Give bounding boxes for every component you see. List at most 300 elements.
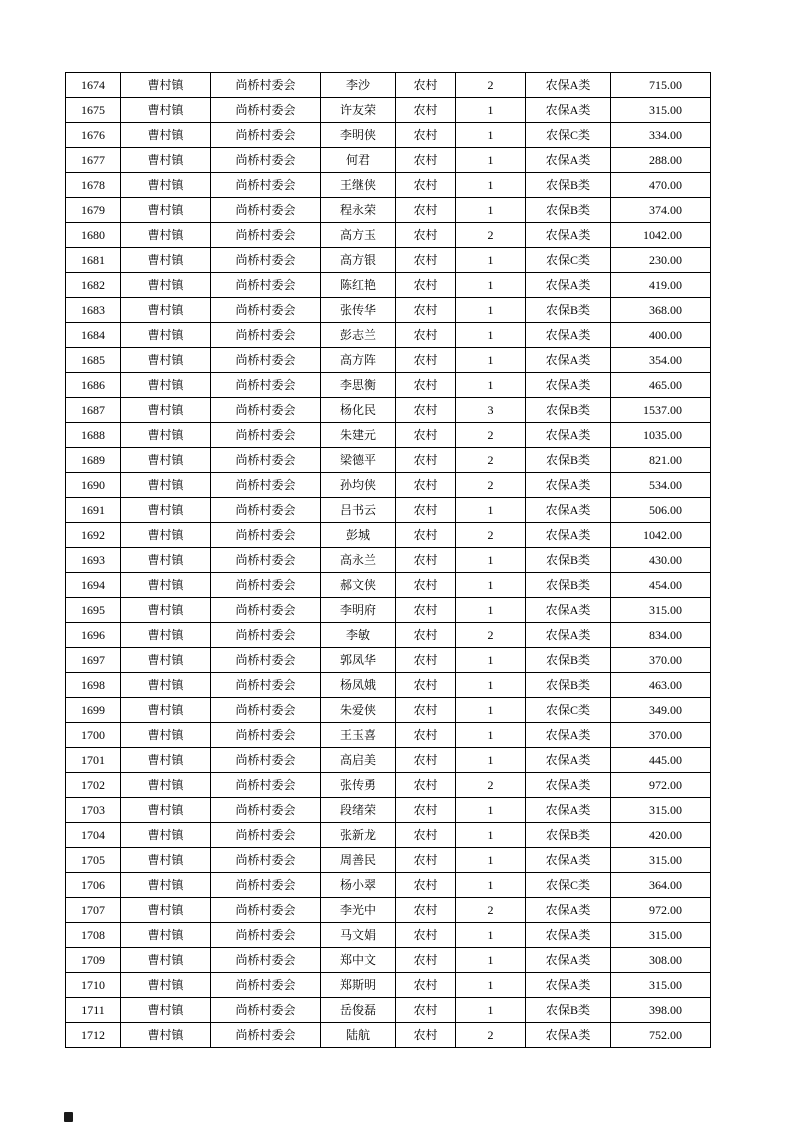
cell-amount: 364.00 (611, 873, 711, 898)
cell-insurance-category: 农保A类 (526, 473, 611, 498)
cell-town: 曹村镇 (121, 848, 211, 873)
cell-row-id: 1701 (66, 748, 121, 773)
cell-town: 曹村镇 (121, 723, 211, 748)
table-row (66, 423, 711, 448)
table-row (66, 973, 711, 998)
cell-village: 尚桥村委会 (211, 698, 321, 723)
cell-amount: 308.00 (611, 948, 711, 973)
cell-village: 尚桥村委会 (211, 973, 321, 998)
cell-residence-type: 农村 (396, 848, 456, 873)
cell-town: 曹村镇 (121, 598, 211, 623)
cell-amount: 400.00 (611, 323, 711, 348)
cell-person-count: 2 (456, 1023, 526, 1048)
cell-village: 尚桥村委会 (211, 148, 321, 173)
document-page (65, 72, 711, 1048)
cell-person-name: 程永荣 (321, 198, 396, 223)
cell-residence-type: 农村 (396, 198, 456, 223)
cell-amount: 315.00 (611, 598, 711, 623)
cell-person-name: 朱建元 (321, 423, 396, 448)
cell-amount: 420.00 (611, 823, 711, 848)
cell-insurance-category: 农保A类 (526, 798, 611, 823)
cell-residence-type: 农村 (396, 448, 456, 473)
cell-town: 曹村镇 (121, 898, 211, 923)
cell-person-name: 段绪荣 (321, 798, 396, 823)
cell-residence-type: 农村 (396, 823, 456, 848)
cell-town: 曹村镇 (121, 448, 211, 473)
cell-residence-type: 农村 (396, 898, 456, 923)
cell-amount: 315.00 (611, 923, 711, 948)
cell-residence-type: 农村 (396, 248, 456, 273)
cell-amount: 534.00 (611, 473, 711, 498)
cell-person-count: 3 (456, 398, 526, 423)
cell-residence-type: 农村 (396, 573, 456, 598)
cell-town: 曹村镇 (121, 823, 211, 848)
cell-row-id: 1693 (66, 548, 121, 573)
cell-row-id: 1703 (66, 798, 121, 823)
cell-person-count: 1 (456, 798, 526, 823)
cell-person-count: 2 (456, 223, 526, 248)
cell-town: 曹村镇 (121, 423, 211, 448)
cell-village: 尚桥村委会 (211, 548, 321, 573)
cell-residence-type: 农村 (396, 98, 456, 123)
cell-row-id: 1681 (66, 248, 121, 273)
cell-person-count: 1 (456, 123, 526, 148)
cell-residence-type: 农村 (396, 598, 456, 623)
table-row (66, 573, 711, 598)
cell-row-id: 1698 (66, 673, 121, 698)
cell-person-name: 许友荣 (321, 98, 396, 123)
cell-row-id: 1696 (66, 623, 121, 648)
cell-residence-type: 农村 (396, 173, 456, 198)
cell-person-count: 2 (456, 898, 526, 923)
cell-row-id: 1690 (66, 473, 121, 498)
cell-row-id: 1709 (66, 948, 121, 973)
cell-amount: 454.00 (611, 573, 711, 598)
cell-insurance-category: 农保C类 (526, 123, 611, 148)
cell-amount: 315.00 (611, 848, 711, 873)
cell-village: 尚桥村委会 (211, 298, 321, 323)
cell-amount: 315.00 (611, 98, 711, 123)
cell-person-count: 2 (456, 473, 526, 498)
cell-person-count: 1 (456, 748, 526, 773)
cell-row-id: 1680 (66, 223, 121, 248)
cell-amount: 374.00 (611, 198, 711, 223)
cell-amount: 419.00 (611, 273, 711, 298)
cell-insurance-category: 农保A类 (526, 273, 611, 298)
cell-town: 曹村镇 (121, 648, 211, 673)
table-row (66, 273, 711, 298)
cell-person-count: 1 (456, 373, 526, 398)
cell-row-id: 1711 (66, 998, 121, 1023)
cell-person-name: 张传华 (321, 298, 396, 323)
cell-person-count: 1 (456, 548, 526, 573)
cell-person-count: 1 (456, 698, 526, 723)
cell-town: 曹村镇 (121, 123, 211, 148)
cell-village: 尚桥村委会 (211, 823, 321, 848)
cell-residence-type: 农村 (396, 298, 456, 323)
cell-town: 曹村镇 (121, 948, 211, 973)
cell-person-name: 李思衡 (321, 373, 396, 398)
cell-person-name: 孙均侠 (321, 473, 396, 498)
cell-residence-type: 农村 (396, 348, 456, 373)
cell-row-id: 1675 (66, 98, 121, 123)
cell-insurance-category: 农保B类 (526, 448, 611, 473)
cell-residence-type: 农村 (396, 948, 456, 973)
cell-insurance-category: 农保A类 (526, 348, 611, 373)
cell-residence-type: 农村 (396, 548, 456, 573)
cell-person-name: 郝文侠 (321, 573, 396, 598)
table-row (66, 923, 711, 948)
cell-insurance-category: 农保A类 (526, 923, 611, 948)
cell-village: 尚桥村委会 (211, 998, 321, 1023)
cell-village: 尚桥村委会 (211, 873, 321, 898)
cell-row-id: 1700 (66, 723, 121, 748)
cell-row-id: 1677 (66, 148, 121, 173)
cell-person-count: 1 (456, 148, 526, 173)
cell-person-count: 1 (456, 823, 526, 848)
table-row (66, 323, 711, 348)
cell-amount: 315.00 (611, 973, 711, 998)
cell-person-name: 张传勇 (321, 773, 396, 798)
cell-person-name: 高方玉 (321, 223, 396, 248)
cell-amount: 368.00 (611, 298, 711, 323)
table-row (66, 598, 711, 623)
cell-person-count: 1 (456, 323, 526, 348)
cell-residence-type: 农村 (396, 623, 456, 648)
cell-insurance-category: 农保B类 (526, 673, 611, 698)
cell-insurance-category: 农保A类 (526, 73, 611, 98)
cell-row-id: 1689 (66, 448, 121, 473)
table-row (66, 898, 711, 923)
cell-amount: 470.00 (611, 173, 711, 198)
cell-row-id: 1697 (66, 648, 121, 673)
cell-village: 尚桥村委会 (211, 798, 321, 823)
cell-person-count: 1 (456, 273, 526, 298)
cell-town: 曹村镇 (121, 173, 211, 198)
cell-person-name: 吕书云 (321, 498, 396, 523)
cell-amount: 334.00 (611, 123, 711, 148)
cell-person-count: 1 (456, 873, 526, 898)
cell-person-name: 李明侠 (321, 123, 396, 148)
cell-person-count: 2 (456, 448, 526, 473)
cell-village: 尚桥村委会 (211, 473, 321, 498)
cell-insurance-category: 农保B类 (526, 998, 611, 1023)
cell-person-name: 高永兰 (321, 548, 396, 573)
cell-amount: 430.00 (611, 548, 711, 573)
cell-person-count: 2 (456, 623, 526, 648)
cell-village: 尚桥村委会 (211, 223, 321, 248)
cell-village: 尚桥村委会 (211, 173, 321, 198)
cell-person-count: 2 (456, 423, 526, 448)
cell-residence-type: 农村 (396, 923, 456, 948)
cell-person-name: 高启美 (321, 748, 396, 773)
cell-person-name: 周善民 (321, 848, 396, 873)
cell-insurance-category: 农保A类 (526, 98, 611, 123)
cell-town: 曹村镇 (121, 973, 211, 998)
cell-village: 尚桥村委会 (211, 498, 321, 523)
cell-insurance-category: 农保A类 (526, 948, 611, 973)
cell-village: 尚桥村委会 (211, 848, 321, 873)
cell-residence-type: 农村 (396, 498, 456, 523)
cell-village: 尚桥村委会 (211, 623, 321, 648)
insurance-roster-table (65, 72, 711, 1048)
cell-row-id: 1699 (66, 698, 121, 723)
cell-person-count: 1 (456, 248, 526, 273)
cell-residence-type: 农村 (396, 998, 456, 1023)
cell-insurance-category: 农保A类 (526, 373, 611, 398)
cell-insurance-category: 农保A类 (526, 723, 611, 748)
cell-village: 尚桥村委会 (211, 398, 321, 423)
cell-insurance-category: 农保B类 (526, 823, 611, 848)
cell-residence-type: 农村 (396, 748, 456, 773)
cell-person-name: 马文娟 (321, 923, 396, 948)
cell-amount: 354.00 (611, 348, 711, 373)
cell-residence-type: 农村 (396, 648, 456, 673)
cell-town: 曹村镇 (121, 498, 211, 523)
cell-person-name: 王玉喜 (321, 723, 396, 748)
cell-row-id: 1704 (66, 823, 121, 848)
cell-person-count: 1 (456, 673, 526, 698)
cell-town: 曹村镇 (121, 523, 211, 548)
cell-row-id: 1710 (66, 973, 121, 998)
cell-residence-type: 农村 (396, 323, 456, 348)
cell-town: 曹村镇 (121, 773, 211, 798)
cell-person-name: 梁德平 (321, 448, 396, 473)
cell-person-count: 2 (456, 773, 526, 798)
cell-person-count: 1 (456, 98, 526, 123)
cell-insurance-category: 农保A类 (526, 973, 611, 998)
cell-row-id: 1679 (66, 198, 121, 223)
cell-person-count: 1 (456, 573, 526, 598)
table-row (66, 873, 711, 898)
cell-insurance-category: 农保A类 (526, 423, 611, 448)
cell-village: 尚桥村委会 (211, 1023, 321, 1048)
cell-town: 曹村镇 (121, 348, 211, 373)
cell-amount: 972.00 (611, 898, 711, 923)
table-row (66, 998, 711, 1023)
cell-town: 曹村镇 (121, 923, 211, 948)
table-row (66, 448, 711, 473)
table-row (66, 723, 711, 748)
cell-insurance-category: 农保A类 (526, 498, 611, 523)
table-row (66, 498, 711, 523)
cell-row-id: 1702 (66, 773, 121, 798)
cell-town: 曹村镇 (121, 698, 211, 723)
table-row (66, 848, 711, 873)
cell-row-id: 1687 (66, 398, 121, 423)
cell-insurance-category: 农保A类 (526, 773, 611, 798)
table-row (66, 373, 711, 398)
cell-row-id: 1708 (66, 923, 121, 948)
cell-person-name: 李沙 (321, 73, 396, 98)
cell-residence-type: 农村 (396, 373, 456, 398)
table-row (66, 348, 711, 373)
cell-town: 曹村镇 (121, 223, 211, 248)
cell-amount: 506.00 (611, 498, 711, 523)
cell-person-name: 彭城 (321, 523, 396, 548)
cell-amount: 972.00 (611, 773, 711, 798)
cell-residence-type: 农村 (396, 973, 456, 998)
table-row (66, 223, 711, 248)
cell-amount: 398.00 (611, 998, 711, 1023)
cell-person-count: 1 (456, 723, 526, 748)
cell-person-count: 1 (456, 923, 526, 948)
cell-village: 尚桥村委会 (211, 673, 321, 698)
cell-person-count: 1 (456, 498, 526, 523)
cell-residence-type: 农村 (396, 223, 456, 248)
cell-person-name: 朱爱侠 (321, 698, 396, 723)
cell-row-id: 1705 (66, 848, 121, 873)
cell-residence-type: 农村 (396, 423, 456, 448)
cell-town: 曹村镇 (121, 248, 211, 273)
cell-insurance-category: 农保A类 (526, 848, 611, 873)
cell-village: 尚桥村委会 (211, 348, 321, 373)
cell-town: 曹村镇 (121, 573, 211, 598)
page-edge-artifact (64, 1112, 73, 1122)
table-row (66, 798, 711, 823)
cell-person-count: 1 (456, 973, 526, 998)
cell-village: 尚桥村委会 (211, 123, 321, 148)
table-row (66, 473, 711, 498)
cell-row-id: 1694 (66, 573, 121, 598)
table-row (66, 123, 711, 148)
table-row (66, 623, 711, 648)
cell-residence-type: 农村 (396, 473, 456, 498)
cell-town: 曹村镇 (121, 198, 211, 223)
cell-insurance-category: 农保B类 (526, 548, 611, 573)
cell-row-id: 1685 (66, 348, 121, 373)
cell-residence-type: 农村 (396, 698, 456, 723)
table-row (66, 298, 711, 323)
cell-village: 尚桥村委会 (211, 423, 321, 448)
table-row (66, 698, 711, 723)
cell-village: 尚桥村委会 (211, 748, 321, 773)
cell-amount: 1042.00 (611, 523, 711, 548)
cell-village: 尚桥村委会 (211, 98, 321, 123)
cell-town: 曹村镇 (121, 623, 211, 648)
cell-amount: 349.00 (611, 698, 711, 723)
cell-town: 曹村镇 (121, 1023, 211, 1048)
cell-town: 曹村镇 (121, 373, 211, 398)
cell-residence-type: 农村 (396, 673, 456, 698)
table-row (66, 198, 711, 223)
cell-person-name: 郭凤华 (321, 648, 396, 673)
cell-row-id: 1678 (66, 173, 121, 198)
cell-insurance-category: 农保A类 (526, 748, 611, 773)
cell-person-name: 何君 (321, 148, 396, 173)
cell-town: 曹村镇 (121, 73, 211, 98)
cell-amount: 821.00 (611, 448, 711, 473)
cell-insurance-category: 农保C类 (526, 248, 611, 273)
table-row (66, 98, 711, 123)
cell-person-name: 陈红艳 (321, 273, 396, 298)
cell-row-id: 1674 (66, 73, 121, 98)
cell-row-id: 1695 (66, 598, 121, 623)
table-body (66, 73, 711, 1048)
cell-village: 尚桥村委会 (211, 948, 321, 973)
cell-village: 尚桥村委会 (211, 373, 321, 398)
cell-town: 曹村镇 (121, 548, 211, 573)
cell-town: 曹村镇 (121, 673, 211, 698)
cell-insurance-category: 农保A类 (526, 623, 611, 648)
cell-person-count: 1 (456, 348, 526, 373)
cell-village: 尚桥村委会 (211, 598, 321, 623)
cell-town: 曹村镇 (121, 273, 211, 298)
table-row (66, 73, 711, 98)
cell-amount: 1035.00 (611, 423, 711, 448)
cell-town: 曹村镇 (121, 998, 211, 1023)
cell-person-count: 1 (456, 173, 526, 198)
cell-town: 曹村镇 (121, 473, 211, 498)
cell-row-id: 1691 (66, 498, 121, 523)
cell-village: 尚桥村委会 (211, 198, 321, 223)
cell-residence-type: 农村 (396, 148, 456, 173)
cell-person-count: 1 (456, 848, 526, 873)
cell-amount: 834.00 (611, 623, 711, 648)
cell-row-id: 1684 (66, 323, 121, 348)
cell-row-id: 1686 (66, 373, 121, 398)
cell-person-name: 郑中文 (321, 948, 396, 973)
cell-person-count: 1 (456, 298, 526, 323)
cell-person-name: 李光中 (321, 898, 396, 923)
cell-amount: 465.00 (611, 373, 711, 398)
table-row (66, 148, 711, 173)
cell-insurance-category: 农保B类 (526, 198, 611, 223)
cell-row-id: 1706 (66, 873, 121, 898)
cell-town: 曹村镇 (121, 323, 211, 348)
cell-insurance-category: 农保B类 (526, 173, 611, 198)
cell-person-name: 王继侠 (321, 173, 396, 198)
cell-amount: 463.00 (611, 673, 711, 698)
cell-row-id: 1692 (66, 523, 121, 548)
cell-residence-type: 农村 (396, 1023, 456, 1048)
cell-village: 尚桥村委会 (211, 323, 321, 348)
table-row (66, 948, 711, 973)
cell-town: 曹村镇 (121, 298, 211, 323)
table-row (66, 823, 711, 848)
cell-person-count: 2 (456, 523, 526, 548)
cell-amount: 288.00 (611, 148, 711, 173)
cell-person-count: 1 (456, 948, 526, 973)
cell-insurance-category: 农保A类 (526, 223, 611, 248)
cell-person-name: 郑斯明 (321, 973, 396, 998)
cell-residence-type: 农村 (396, 723, 456, 748)
cell-residence-type: 农村 (396, 273, 456, 298)
cell-residence-type: 农村 (396, 773, 456, 798)
cell-insurance-category: 农保B类 (526, 398, 611, 423)
cell-town: 曹村镇 (121, 98, 211, 123)
cell-row-id: 1712 (66, 1023, 121, 1048)
cell-insurance-category: 农保A类 (526, 1023, 611, 1048)
cell-person-count: 1 (456, 998, 526, 1023)
cell-person-name: 陆航 (321, 1023, 396, 1048)
cell-residence-type: 农村 (396, 798, 456, 823)
cell-residence-type: 农村 (396, 873, 456, 898)
cell-residence-type: 农村 (396, 73, 456, 98)
cell-amount: 1042.00 (611, 223, 711, 248)
cell-amount: 370.00 (611, 723, 711, 748)
cell-insurance-category: 农保C类 (526, 698, 611, 723)
cell-residence-type: 农村 (396, 523, 456, 548)
table-row (66, 748, 711, 773)
cell-person-name: 张新龙 (321, 823, 396, 848)
cell-town: 曹村镇 (121, 873, 211, 898)
cell-town: 曹村镇 (121, 398, 211, 423)
cell-village: 尚桥村委会 (211, 573, 321, 598)
cell-insurance-category: 农保A类 (526, 898, 611, 923)
cell-insurance-category: 农保B类 (526, 648, 611, 673)
cell-row-id: 1683 (66, 298, 121, 323)
